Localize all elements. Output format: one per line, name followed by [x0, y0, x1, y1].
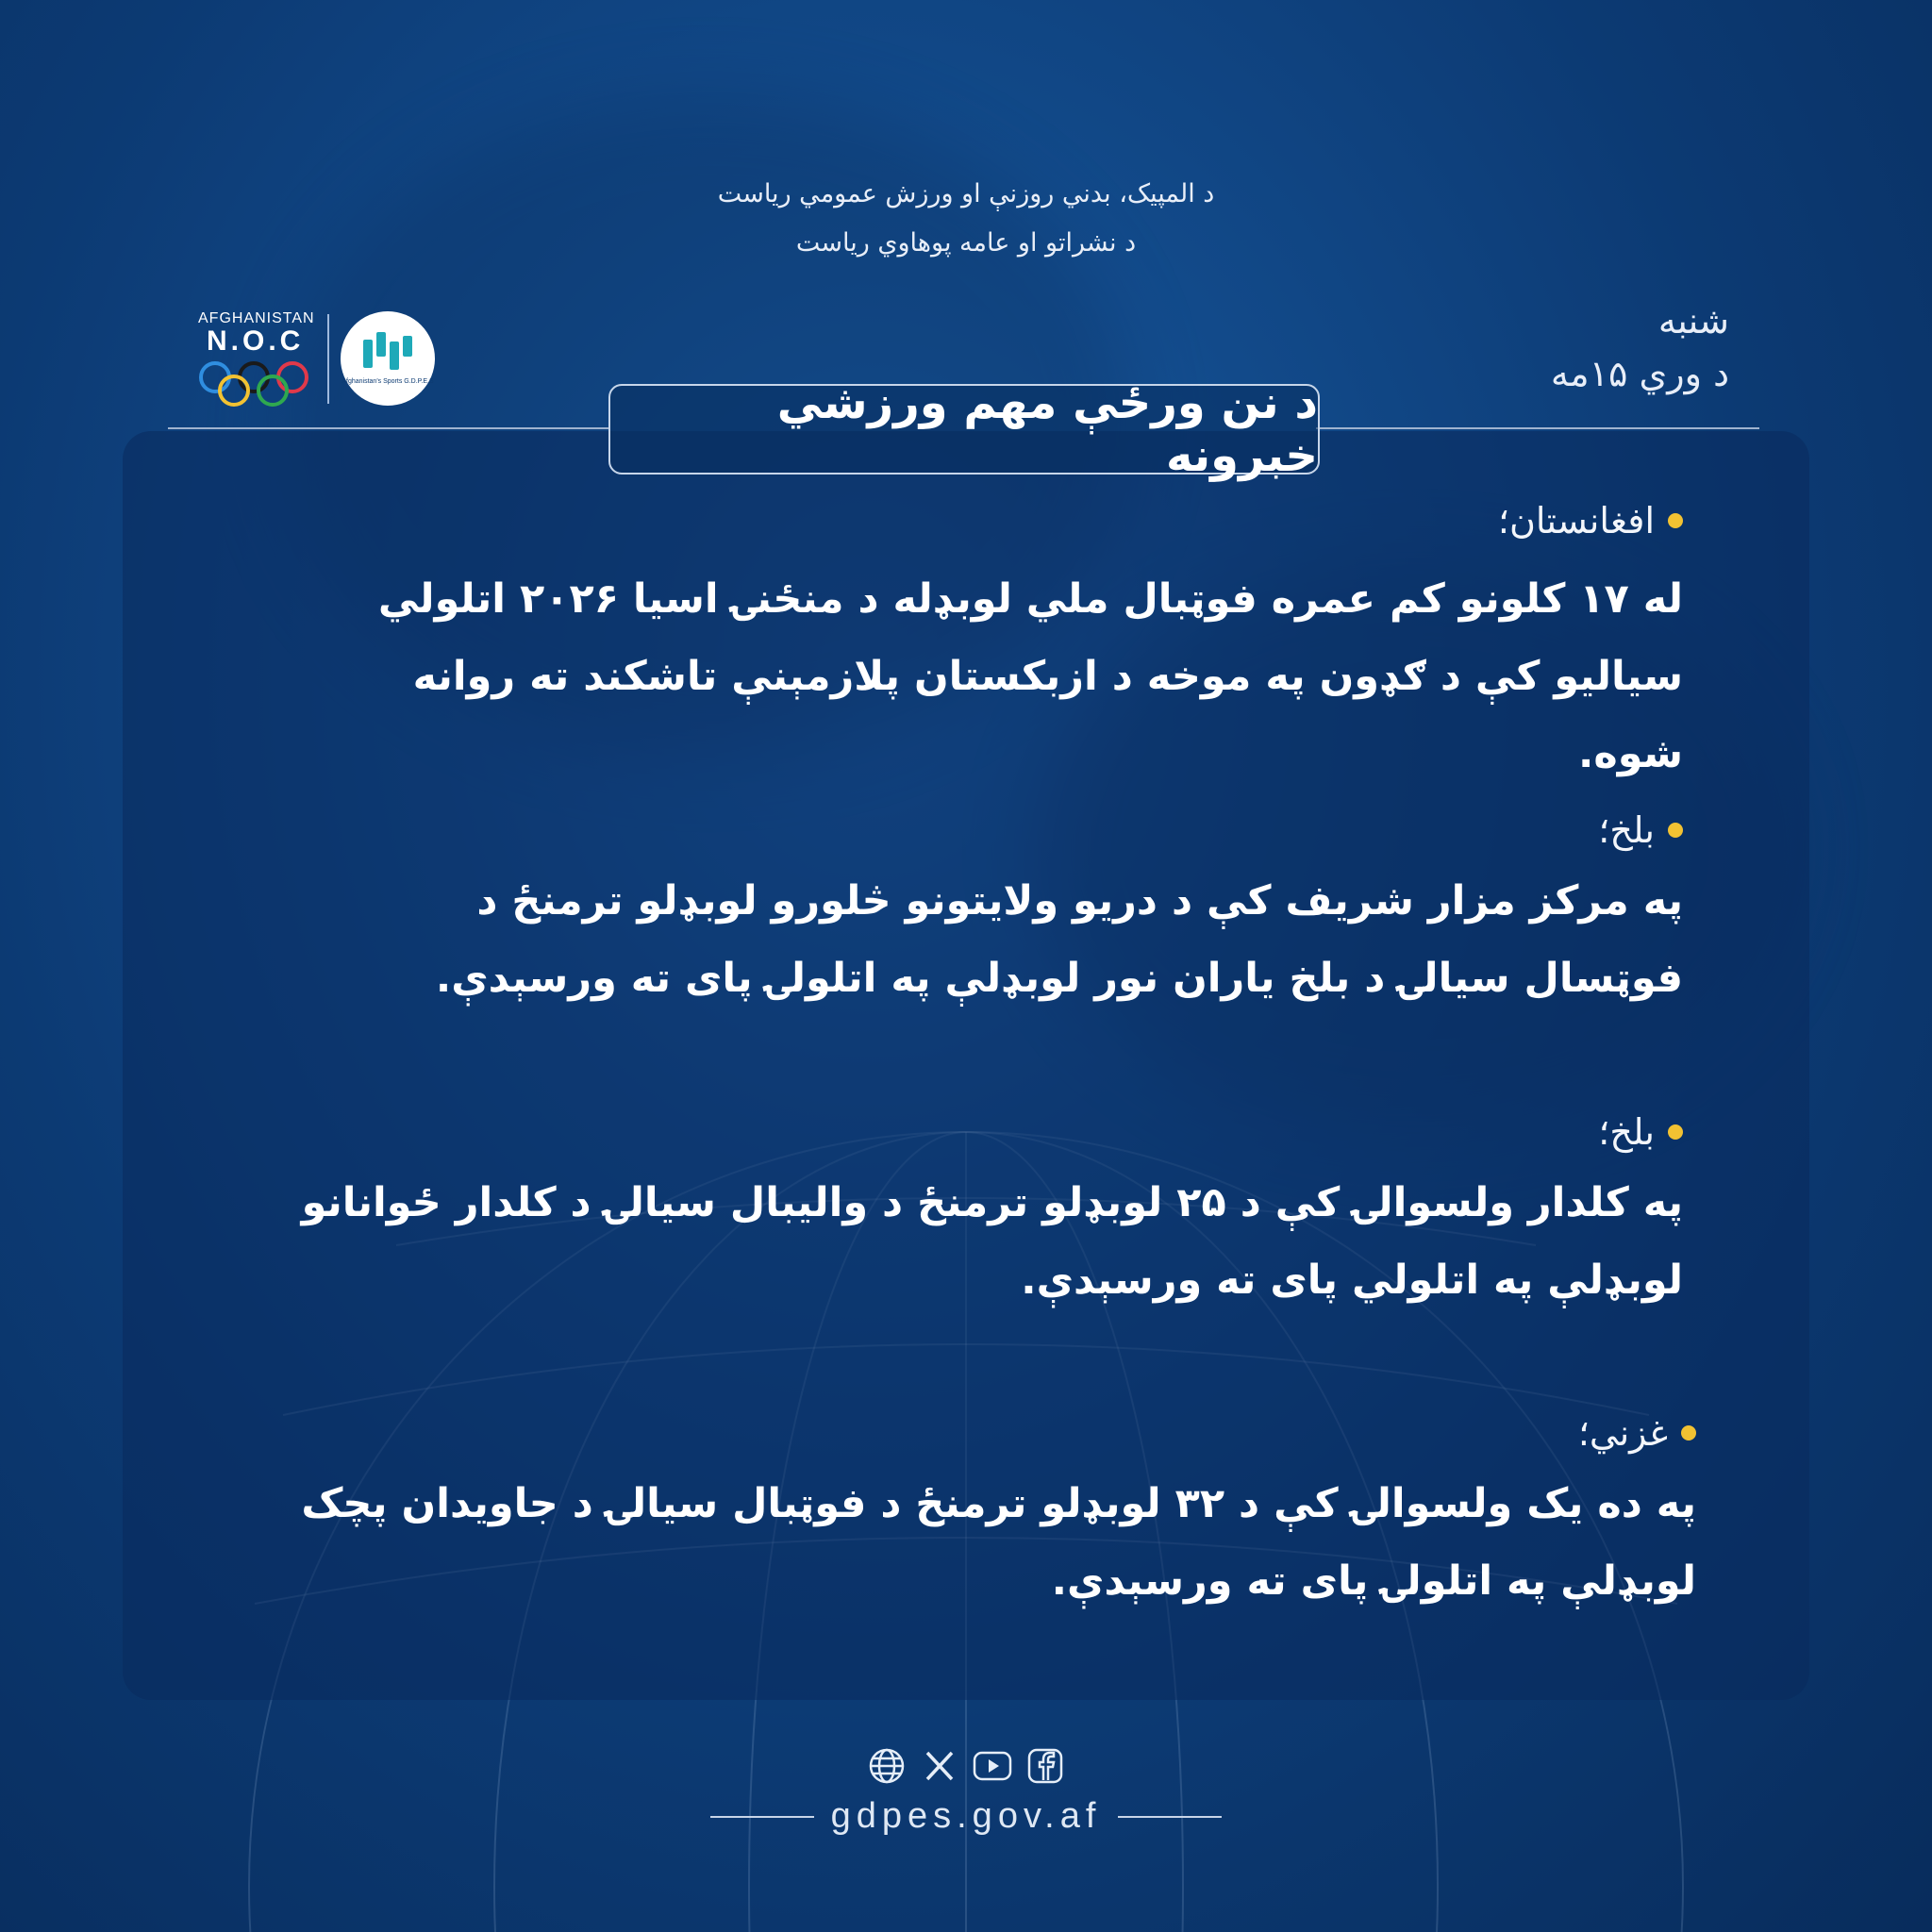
bullet-dot	[1668, 823, 1683, 838]
url-rule-right	[1118, 1816, 1222, 1818]
globe-icon[interactable]	[866, 1745, 908, 1787]
noc-text: N.O.C	[207, 325, 305, 357]
weekday: شنبه	[1657, 300, 1729, 341]
news-item	[325, 500, 1683, 792]
bullet-dot	[1668, 513, 1683, 528]
noc-logo	[193, 307, 316, 410]
news-item	[343, 809, 1683, 1017]
region-label: بلخ؛	[1598, 1111, 1655, 1153]
region-label: بلخ؛	[1598, 809, 1655, 851]
youtube-icon[interactable]	[972, 1745, 1013, 1787]
title-rule-left	[168, 427, 608, 429]
news-item	[268, 1111, 1683, 1319]
gdpes-logo	[341, 311, 435, 406]
news-text: په ده یک ولسوالۍ کې د ۳۲ لوبډلو ترمنځ د فوټبال سیالۍ د جاویدان پچک لوبډلې په اتلولۍ پای ته ورسېدې.	[301, 1480, 1696, 1605]
facebook-icon[interactable]	[1024, 1745, 1066, 1787]
news-text: له ۱۷ کلونو کم عمره فوټبال ملي لوبډله د منځنۍ اسیا ۲۰۲۶ اتلولي سیالیو کې د ګډون په موخه د ازبکستان پلازمېنې تاشکند ته روانه شوه.	[377, 575, 1683, 777]
header-line-2: د نشراتو او عامه پوهاوي ریاست	[795, 228, 1137, 258]
url-row	[0, 1796, 1932, 1837]
gdpes-emblem-icon	[341, 321, 434, 396]
bullet-dot	[1681, 1425, 1696, 1441]
website-link[interactable]: gdpes.gov.af	[830, 1796, 1102, 1836]
olympic-rings-icon	[196, 361, 313, 408]
logo-divider	[327, 314, 329, 404]
news-region	[234, 1412, 1696, 1454]
news-region	[343, 809, 1683, 851]
gdpes-caption: Afghanistan's Sports G.D.P.E.S	[341, 378, 434, 385]
header-line-1: د المپیک، بدني روزنې او ورزش عمومي ریاست	[717, 179, 1215, 208]
title-box	[608, 376, 1320, 482]
page-title: د نن ورځې مهم ورزشي خبرونه	[776, 376, 1318, 482]
region-label: افغانستان؛	[1497, 500, 1655, 541]
title-rule-right	[1316, 427, 1759, 429]
social-links	[0, 1745, 1932, 1787]
date-block	[1551, 294, 1729, 400]
news-text: په مرکز مزار شریف کې د دریو ولایتونو څلورو لوبډلو ترمنځ د فوټسال سیالۍ د بلخ یاران نور لوبډلې په اتلولۍ پای ته ورسېدې.	[435, 877, 1683, 1002]
logos	[193, 307, 435, 410]
date-text: د وري ۱۵مه	[1550, 353, 1729, 394]
news-region	[325, 500, 1683, 541]
x-icon[interactable]	[919, 1745, 960, 1787]
news-item	[234, 1412, 1696, 1620]
header	[0, 170, 1932, 268]
noc-country-text: AFGHANISTAN	[198, 310, 315, 326]
url-rule-left	[710, 1816, 814, 1818]
news-region	[268, 1111, 1683, 1153]
bullet-dot	[1668, 1124, 1683, 1140]
footer	[0, 1745, 1932, 1837]
news-text: په کلدار ولسوالۍ کې د ۲۵ لوبډلو ترمنځ د والیبال سیالۍ د کلدار ځوانانو لوبډلې په اتلولي پای ته ورسېدې.	[301, 1179, 1683, 1304]
region-label: غزني؛	[1577, 1412, 1668, 1454]
